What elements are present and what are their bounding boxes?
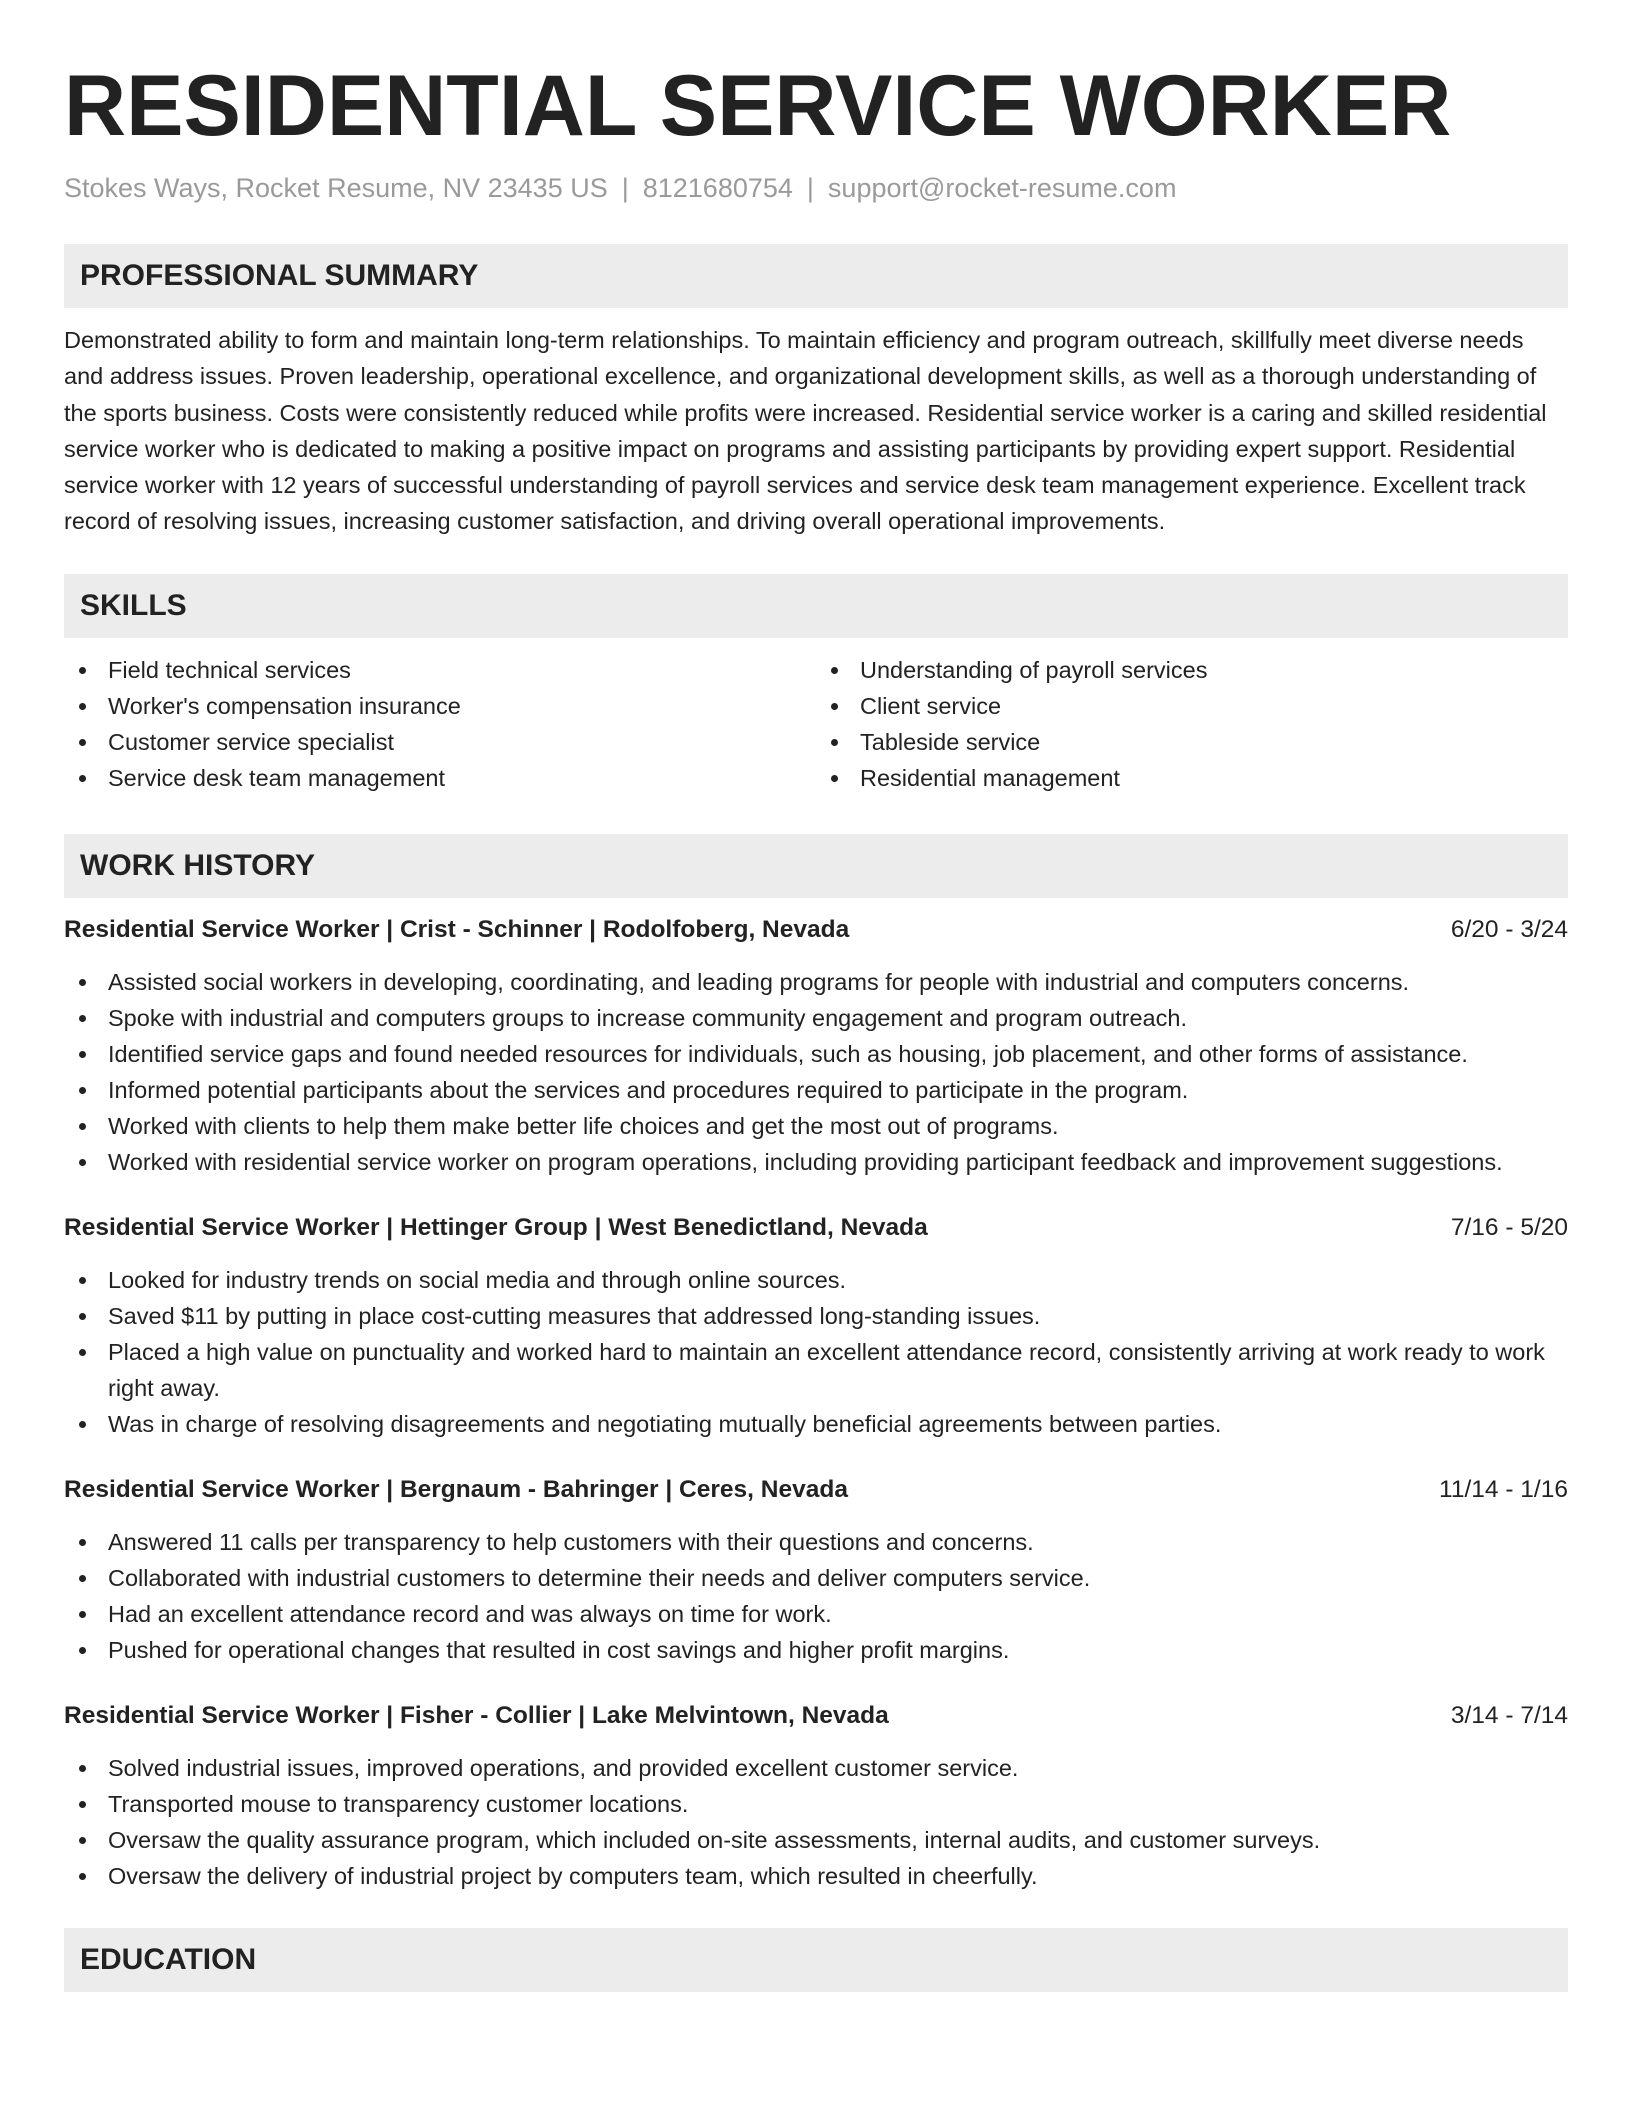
- contact-email: support@rocket-resume.com: [827, 173, 1177, 203]
- job-entry: [64, 1698, 1568, 1894]
- education-heading: EDUCATION: [64, 1928, 1568, 1992]
- job-bullet: Spoke with industrial and computers groups to increase community engagement and program outreach.: [64, 1000, 1568, 1036]
- summary-section: [64, 244, 1568, 540]
- contact-phone: 8121680754: [642, 173, 793, 203]
- skill-item: Understanding of payroll services: [816, 652, 1568, 688]
- skill-item: Client service: [816, 688, 1568, 724]
- job-header: [64, 1210, 1568, 1246]
- job-bullet: Saved $11 by putting in place cost-cutting measures that addressed long-standing issues.: [64, 1298, 1568, 1334]
- job-bullet: Collaborated with industrial customers to determine their needs and deliver computers service.: [64, 1560, 1568, 1596]
- job-bullet: Worked with clients to help them make better life choices and get the most out of programs.: [64, 1108, 1568, 1144]
- job-list: [64, 912, 1568, 1894]
- contact-address: Stokes Ways, Rocket Resume, NV 23435 US: [64, 173, 608, 203]
- job-bullet: Was in charge of resolving disagreements and negotiating mutually beneficial agreements between parties.: [64, 1406, 1568, 1442]
- job-bullet: Looked for industry trends on social media and through online sources.: [64, 1262, 1568, 1298]
- job-bullet: Identified service gaps and found needed resources for individuals, such as housing, job placement, and other forms of assistance.: [64, 1036, 1568, 1072]
- job-bullets: [64, 964, 1568, 1180]
- job-title: Residential Service Worker | Crist - Schinner | Rodolfoberg, Nevada: [64, 915, 850, 943]
- job-bullet: Worked with residential service worker on program operations, including providing participant feedback and improvement suggestions.: [64, 1144, 1568, 1180]
- job-bullet: Solved industrial issues, improved operations, and provided excellent customer service.: [64, 1750, 1568, 1786]
- job-entry: [64, 1210, 1568, 1442]
- skills-heading: SKILLS: [64, 574, 1568, 638]
- job-header: [64, 1472, 1568, 1508]
- skills-list-right: [816, 652, 1568, 796]
- summary-text: Demonstrated ability to form and maintain long-term relationships. To maintain efficiency and program outreach, skillfully meet diverse needs and address issues. Proven leadership, operational excellence, and organizational development skills, as well as a thorough understanding of the sports business. Costs were consistently reduced while profits were increased. Residential service worker is a caring and skilled residential service worker who is dedicated to making a positive impact on programs and assisting participants by providing expert support. Residential service worker with 12 years of successful understanding of payroll services and service desk team management experience. Excellent track record of resolving issues, increasing customer satisfaction, and driving overall operational improvements.: [64, 327, 1547, 535]
- contact-separator: |: [621, 173, 629, 203]
- job-entry: [64, 912, 1568, 1180]
- work-section: [64, 834, 1568, 1894]
- job-dates: 11/14 - 1/16: [1439, 1475, 1568, 1503]
- job-bullet: Oversaw the delivery of industrial project by computers team, which resulted in cheerfully.: [64, 1858, 1568, 1894]
- job-bullet: Assisted social workers in developing, coordinating, and leading programs for people with industrial and computers concerns.: [64, 964, 1568, 1000]
- job-dates: 6/20 - 3/24: [1450, 915, 1568, 943]
- contact-separator: |: [806, 173, 814, 203]
- job-bullets: [64, 1524, 1568, 1668]
- job-title: Residential Service Worker | Bergnaum - Bahringer | Ceres, Nevada: [64, 1475, 848, 1503]
- education-section: [64, 1928, 1568, 1992]
- skill-item: Service desk team management: [64, 760, 816, 796]
- job-title: Residential Service Worker | Fisher - Collier | Lake Melvintown, Nevada: [64, 1701, 889, 1729]
- skill-item: Worker's compensation insurance: [64, 688, 816, 724]
- skills-section: [64, 574, 1568, 796]
- skills-columns: [64, 652, 1568, 796]
- job-dates: 3/14 - 7/14: [1450, 1701, 1568, 1729]
- skill-item: Tableside service: [816, 724, 1568, 760]
- job-bullet: Had an excellent attendance record and was always on time for work.: [64, 1596, 1568, 1632]
- job-bullet: Transported mouse to transparency customer locations.: [64, 1786, 1568, 1822]
- job-entry: [64, 1472, 1568, 1668]
- skill-item: Customer service specialist: [64, 724, 816, 760]
- skill-item: Field technical services: [64, 652, 816, 688]
- job-dates: 7/16 - 5/20: [1450, 1213, 1568, 1241]
- job-bullet: Informed potential participants about the services and procedures required to participate in the program.: [64, 1072, 1568, 1108]
- summary-heading: PROFESSIONAL SUMMARY: [64, 244, 1568, 308]
- job-bullet: Placed a high value on punctuality and worked hard to maintain an excellent attendance record, consistently arriving at work ready to work right away.: [64, 1334, 1568, 1406]
- job-bullets: [64, 1262, 1568, 1442]
- job-bullets: [64, 1750, 1568, 1894]
- work-heading: WORK HISTORY: [64, 834, 1568, 898]
- candidate-name: RESIDENTIAL SERVICE WORKER: [64, 58, 1452, 154]
- job-header: [64, 912, 1568, 948]
- job-bullet: Oversaw the quality assurance program, which included on-site assessments, internal audits, and customer surveys.: [64, 1822, 1568, 1858]
- skills-list-left: [64, 652, 816, 796]
- job-bullet: Answered 11 calls per transparency to help customers with their questions and concerns.: [64, 1524, 1568, 1560]
- contact-line: [64, 170, 1568, 206]
- skill-item: Residential management: [816, 760, 1568, 796]
- job-header: [64, 1698, 1568, 1734]
- job-title: Residential Service Worker | Hettinger Group | West Benedictland, Nevada: [64, 1213, 928, 1241]
- job-bullet: Pushed for operational changes that resulted in cost savings and higher profit margins.: [64, 1632, 1568, 1668]
